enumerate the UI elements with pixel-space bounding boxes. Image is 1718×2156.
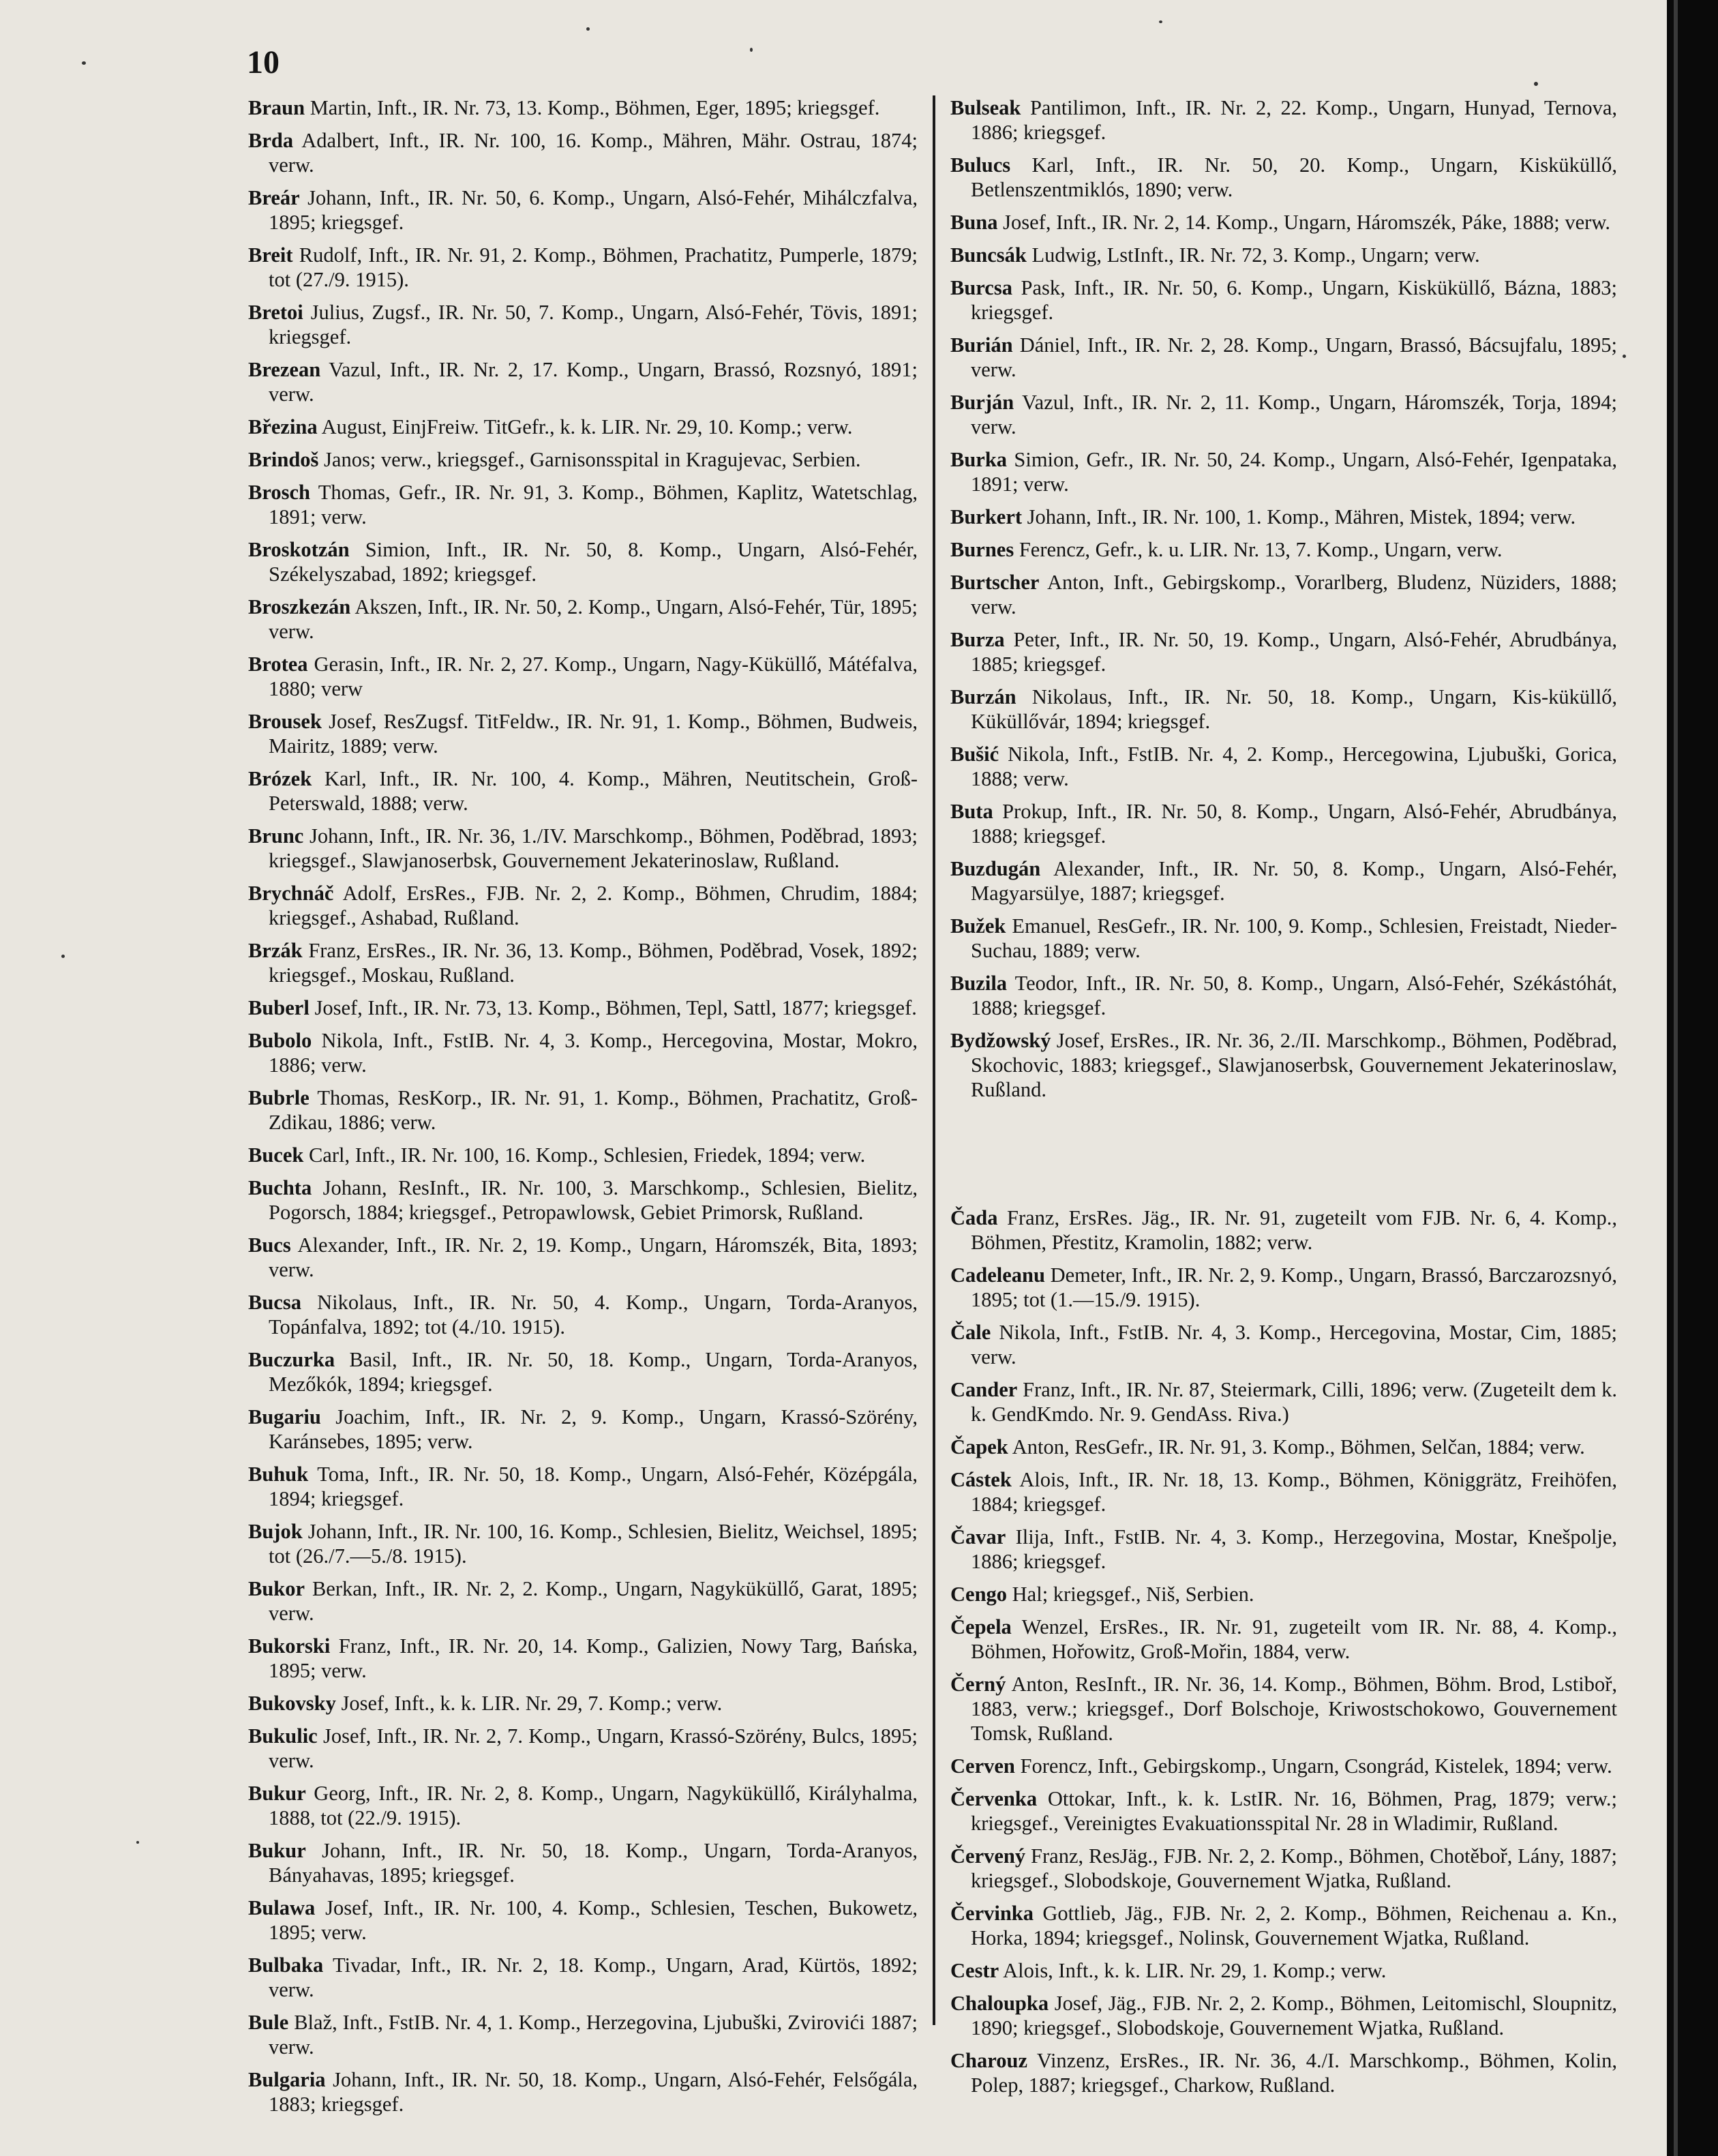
entry [248, 1691, 918, 1716]
entry-details: Simion, Gefr., IR. Nr. 50, 24. Komp., Ungarn, Alsó-Fehér, Igenpataka, 1891; verw. [971, 448, 1617, 496]
entry-details: Dániel, Inft., IR. Nr. 2, 28. Komp., Ungarn, Brassó, Bácsujfalu, 1895; verw. [971, 333, 1617, 381]
entry-surname: Broskotzán [248, 538, 350, 561]
entry-details: Karl, Inft., IR. Nr. 100, 4. Komp., Mähren, Neutitschein, Groß-Peterswald, 1888; verw. [269, 767, 918, 815]
entry-details: Nikola, Inft., FstIB. Nr. 4, 3. Komp., Hercegovina, Mostar, Mokro, 1886; verw. [269, 1029, 918, 1077]
entry-surname: Bulgaria [248, 2068, 326, 2091]
entry [950, 275, 1617, 325]
entry-details: Franz, ErsRes., IR. Nr. 36, 13. Komp., Böhmen, Poděbrad, Vosek, 1892; kriegsgef., Moskau, Rußland. [269, 939, 918, 987]
entry-details: Josef, ErsRes., IR. Nr. 36, 2./II. Marschkomp., Böhmen, Poděbrad, Skochovic, 1883; kriegsgef., Slawjanoserbsk, Gouvernement Jekaterinoslaw, Rußland. [971, 1029, 1617, 1101]
entry-surname: Brousek [248, 710, 322, 733]
entry-surname: Cerven [950, 1754, 1015, 1778]
entry-details: Johann, Inft., IR. Nr. 50, 18. Komp., Ungarn, Torda-Aranyos, Bányahavas, 1895; kriegsgef. [269, 1839, 918, 1887]
entry-surname: Cástek [950, 1468, 1012, 1491]
entry [950, 799, 1617, 848]
right-column [950, 95, 1617, 2106]
entry [950, 914, 1617, 963]
entry-details: Vinzenz, ErsRes., IR. Nr. 36, 4./I. Marschkomp., Böhmen, Kolin, Polep, 1887; kriegsgef., Charkow, Rußland. [971, 2049, 1618, 2097]
entry-surname: Červinka [950, 1902, 1034, 1925]
entry-surname: Cadeleanu [950, 1263, 1045, 1287]
entry [950, 1525, 1617, 1574]
entry-surname: Chaloupka [950, 1992, 1049, 2015]
entry-details: Franz, Inft., IR. Nr. 87, Steiermark, Cilli, 1896; verw. (Zugeteilt dem k. k. GendKmdo. Nr. 9. GendAss. Riva.) [971, 1378, 1618, 1426]
entry-details: Karl, Inft., IR. Nr. 50, 20. Komp., Ungarn, Kisküküllő, Betlenszentmiklós, 1890; verw. [971, 153, 1617, 201]
column-divider [933, 95, 935, 2025]
entry [248, 995, 918, 1020]
entry-surname: Bubrle [248, 1086, 310, 1109]
left-column [248, 95, 918, 2125]
entry-details: Johann, Inft., IR. Nr. 50, 6. Komp., Ungarn, Alsó-Fehér, Mihálczfalva, 1895; kriegsgef. [269, 186, 918, 234]
entry [950, 333, 1617, 382]
entry [950, 1320, 1617, 1369]
entry [950, 1263, 1617, 1312]
entry [950, 1754, 1617, 1778]
entry-surname: Buzdugán [950, 857, 1041, 880]
entry [248, 1347, 918, 1396]
section-gap [950, 1110, 1617, 1206]
entry [950, 1901, 1617, 1950]
entry-details: Josef, Inft., k. k. LIR. Nr. 29, 7. Komp.; verw. [341, 1692, 723, 1715]
entry [248, 1462, 918, 1511]
entry-surname: Bucek [248, 1143, 304, 1167]
entry-details: Vazul, Inft., IR. Nr. 2, 17. Komp., Ungarn, Brassó, Rozsnyó, 1891; verw. [269, 358, 918, 406]
entry-surname: Bulucs [950, 153, 1011, 177]
entry-details: Ludwig, LstInft., IR. Nr. 72, 3. Komp., Ungarn; verw. [1031, 243, 1480, 267]
entry-details: Toma, Inft., IR. Nr. 50, 18. Komp., Ungarn, Alsó-Fehér, Középgála, 1894; kriegsgef. [269, 1463, 918, 1510]
entry-surname: Brotea [248, 653, 308, 676]
entry-surname: Brezean [248, 358, 321, 381]
entry [950, 1435, 1617, 1459]
entry [248, 128, 918, 177]
entry-surname: Bužek [950, 914, 1006, 938]
entry-surname: Breár [248, 186, 300, 209]
entry-surname: Buhuk [248, 1463, 309, 1486]
scan-speck [61, 955, 65, 958]
entry-surname: Cestr [950, 1959, 999, 1982]
entry-surname: Čavar [950, 1525, 1006, 1548]
entry [248, 447, 918, 472]
entry-details: Alexander, Inft., IR. Nr. 50, 8. Komp., Ungarn, Alsó-Fehér, Magyarsülye, 1887; kriegsgef. [971, 857, 1617, 905]
entry-surname: Bukur [248, 1839, 306, 1862]
scan-speck [136, 1841, 139, 1844]
entry-surname: Buna [950, 211, 998, 234]
entry-surname: Brunc [248, 824, 304, 848]
entry [248, 95, 918, 120]
entry-details: Rudolf, Inft., IR. Nr. 91, 2. Komp., Böhmen, Prachatitz, Pumperle, 1879; tot (27./9. 1915). [269, 243, 918, 291]
entry [248, 357, 918, 406]
entry-surname: Cengo [950, 1583, 1008, 1606]
entry-details: Tivadar, Inft., IR. Nr. 2, 18. Komp., Ungarn, Arad, Kürtös, 1892; verw. [269, 1953, 918, 2001]
entry-surname: Buczurka [248, 1348, 335, 1371]
entry [248, 1781, 918, 1830]
entry-details: Johann, Inft., IR. Nr. 50, 18. Komp., Ungarn, Alsó-Fehér, Felsőgála, 1883; kriegsgef. [269, 2068, 918, 2116]
entry-surname: Bugariu [248, 1405, 321, 1428]
entry-surname: Buberl [248, 996, 310, 1019]
entry-details: Adolf, ErsRes., FJB. Nr. 2, 2. Komp., Böhmen, Chrudim, 1884; kriegsgef., Ashabad, Rußland. [269, 882, 918, 929]
entry-details: Gottlieb, Jäg., FJB. Nr. 2, 2. Komp., Böhmen, Reichenau a. Kn., Horka, 1894; kriegsgef., Nolinsk, Gouvernement Wjatka, Rußland. [971, 1902, 1617, 1949]
entry [950, 390, 1617, 439]
entry-surname: Bretoi [248, 301, 303, 324]
entry-details: Franz, ErsRes. Jäg., IR. Nr. 91, zugeteilt vom FJB. Nr. 6, 4. Komp., Böhmen, Přestitz, Kramolin, 1882; verw. [971, 1206, 1617, 1254]
scan-speck [750, 48, 753, 52]
entry-details: Johann, Inft., IR. Nr. 100, 16. Komp., Schlesien, Bielitz, Weichsel, 1895; tot (26./7.—5./8. 1915). [269, 1520, 918, 1568]
entry [950, 537, 1617, 562]
entry-surname: Buchta [248, 1176, 312, 1199]
entry [950, 1991, 1617, 2040]
entry [950, 1844, 1617, 1893]
entry-details: Janos; verw., kriegsgef., Garnisonsspital in Kragujevac, Serbien. [324, 448, 861, 471]
entry-surname: Burza [950, 628, 1005, 651]
entry-surname: Bulawa [248, 1896, 316, 1919]
entry [248, 1519, 918, 1568]
entry [950, 447, 1617, 496]
scan-speck [1159, 20, 1162, 23]
entry-details: Nikolaus, Inft., IR. Nr. 50, 18. Komp., Ungarn, Kis-küküllő, Küküllővár, 1894; kriegsgef. [971, 685, 1617, 733]
entry [248, 300, 918, 349]
entry-surname: Březina [248, 415, 318, 438]
entry-details: Prokup, Inft., IR. Nr. 50, 8. Komp., Ungarn, Alsó-Fehér, Abrudbánya, 1888; kriegsgef. [971, 800, 1617, 848]
entry-surname: Bulbaka [248, 1953, 324, 1977]
entry-surname: Bukulic [248, 1724, 318, 1748]
entry-details: Wenzel, ErsRes., IR. Nr. 91, zugeteilt vom IR. Nr. 88, 4. Komp., Böhmen, Hořowitz, Groß-Mořin, 1884, verw. [971, 1615, 1617, 1663]
entry-details: Nikola, Inft., FstIB. Nr. 4, 2. Komp., Hercegowina, Ljubuški, Gorica, 1888; verw. [971, 743, 1617, 790]
entry [950, 1615, 1617, 1664]
entry-details: Josef, Inft., IR. Nr. 100, 4. Komp., Schlesien, Teschen, Bukowetz, 1895; verw. [269, 1896, 918, 1944]
entry [248, 1233, 918, 1282]
page-number: 10 [247, 44, 280, 80]
entry-surname: Bušić [950, 743, 999, 766]
entry-details: Nikola, Inft., FstIB. Nr. 4, 3. Komp., Hercegovina, Mostar, Cim, 1885; verw. [971, 1321, 1617, 1368]
entry [248, 1838, 918, 1887]
entry-details: August, EinjFreiw. TitGefr., k. k. LIR. Nr. 29, 10. Komp.; verw. [321, 415, 853, 438]
entry [950, 570, 1617, 619]
entry-details: Vazul, Inft., IR. Nr. 2, 11. Komp., Ungarn, Háromszék, Torja, 1894; verw. [971, 391, 1617, 438]
entry-details: Ferencz, Gefr., k. u. LIR. Nr. 13, 7. Komp., Ungarn, verw. [1019, 538, 1503, 561]
entry-surname: Buncsák [950, 243, 1027, 267]
entry-surname: Burcsa [950, 276, 1012, 299]
entry-details: Anton, Inft., Gebirgskomp., Vorarlberg, Bludenz, Nüziders, 1888; verw. [971, 571, 1617, 618]
entry-details: Peter, Inft., IR. Nr. 50, 19. Komp., Ungarn, Alsó-Fehér, Abrudbánya, 1885; kriegsgef. [971, 628, 1617, 676]
entry-surname: Bucsa [248, 1291, 301, 1314]
entry-surname: Burnes [950, 538, 1014, 561]
entry-surname: Brda [248, 129, 294, 152]
entry-details: Hal; kriegsgef., Niš, Serbien. [1012, 1583, 1254, 1606]
entry [950, 627, 1617, 676]
entry-details: Carl, Inft., IR. Nr. 100, 16. Komp., Schlesien, Friedek, 1894; verw. [308, 1143, 866, 1167]
entry [950, 505, 1617, 529]
entry [950, 742, 1617, 791]
entry [950, 1672, 1617, 1746]
entry-details: Johann, Inft., IR. Nr. 100, 1. Komp., Mähren, Mistek, 1894; verw. [1027, 505, 1576, 528]
entry-details: Josef, ResZugsf. TitFeldw., IR. Nr. 91, 1. Komp., Böhmen, Budweis, Mairitz, 1889; verw. [269, 710, 918, 758]
entry-surname: Burián [950, 333, 1013, 357]
entry-details: Alois, Inft., k. k. LIR. Nr. 29, 1. Komp.; verw. [1003, 1959, 1387, 1982]
entry-surname: Bukorski [248, 1634, 331, 1658]
entry-details: Blaž, Inft., FstIB. Nr. 4, 1. Komp., Herzegovina, Ljubuški, Zvirovići 1887; verw. [269, 2011, 918, 2058]
entry-details: Josef, Inft., IR. Nr. 73, 13. Komp., Böhmen, Tepl, Sattl, 1877; kriegsgef. [314, 996, 917, 1019]
entry-details: Johann, ResInft., IR. Nr. 100, 3. Marschkomp., Schlesien, Bielitz, Pogorsch, 1884; kriegsgef., Petropawlowsk, Gebiet Primorsk, Rußland. [269, 1176, 918, 1224]
entry-details: Johann, Inft., IR. Nr. 36, 1./IV. Marschkomp., Böhmen, Poděbrad, 1893; kriegsgef., Slawjanoserbsk, Gouvernement Jekaterinoslaw, Rußland. [269, 824, 918, 872]
entry-details: Akszen, Inft., IR. Nr. 50, 2. Komp., Ungarn, Alsó-Fehér, Tür, 1895; verw. [269, 595, 918, 643]
entry-surname: Brzák [248, 939, 303, 962]
entry [248, 881, 918, 930]
entry [248, 1896, 918, 1945]
entry-surname: Bukur [248, 1782, 306, 1805]
entry-surname: Bukovsky [248, 1692, 336, 1715]
entry-details: Thomas, Gefr., IR. Nr. 91, 3. Komp., Böhmen, Kaplitz, Watetschlag, 1891; verw. [269, 481, 918, 528]
entry [950, 971, 1617, 1020]
entry-details: Alois, Inft., IR. Nr. 18, 13. Komp., Böhmen, Königgrätz, Freihöfen, 1884; kriegsgef. [971, 1468, 1617, 1516]
entry-details: Ottokar, Inft., k. k. LstIR. Nr. 16, Böhmen, Prag, 1879; verw.; kriegsgef., Vereinigtes Evakuationsspital Nr. 28 in Wladimir, Rußland. [971, 1787, 1617, 1835]
entry-surname: Černý [950, 1673, 1006, 1696]
entry [248, 243, 918, 292]
entry-details: Simion, Inft., IR. Nr. 50, 8. Komp., Ungarn, Alsó-Fehér, Székelyszabad, 1892; kriegsgef. [269, 538, 918, 586]
entry-details: Thomas, ResKorp., IR. Nr. 91, 1. Komp., Böhmen, Prachatitz, Groß-Zdikau, 1886; verw. [269, 1086, 918, 1134]
entry-details: Georg, Inft., IR. Nr. 2, 8. Komp., Ungarn, Nagyküküllő, Királyhalma, 1888, tot (22./9. 1915). [269, 1782, 918, 1829]
entry [950, 2048, 1617, 2097]
entry-surname: Cander [950, 1378, 1018, 1401]
entry [248, 2067, 918, 2116]
entry-details: Anton, ResGefr., IR. Nr. 91, 3. Komp., Böhmen, Selčan, 1884; verw. [1012, 1435, 1585, 1458]
entry-details: Anton, ResInft., IR. Nr. 36, 14. Komp., Böhmen, Böhm. Brod, Lstiboř, 1883, verw.; kriegsgef., Dorf Bolschoje, Kriwostschokowo, Gouvernement Tomsk, Rußland. [971, 1673, 1617, 1745]
entry [950, 685, 1617, 734]
entry-details: Gerasin, Inft., IR. Nr. 2, 27. Komp., Ungarn, Nagy-Küküllő, Mátéfalva, 1880; verw [269, 653, 918, 700]
entry-surname: Bucs [248, 1233, 291, 1257]
entry-details: Julius, Zugsf., IR. Nr. 50, 7. Komp., Ungarn, Alsó-Fehér, Tövis, 1891; kriegsgef. [269, 301, 918, 348]
entry [950, 210, 1617, 235]
entry [248, 1290, 918, 1339]
entry-details: Demeter, Inft., IR. Nr. 2, 9. Komp., Ungarn, Brassó, Barczarozsnyó, 1895; tot (1.—15./9. 1915). [971, 1263, 1617, 1311]
entry-surname: Červený [950, 1844, 1026, 1868]
entry [950, 1958, 1617, 1983]
entry [950, 95, 1617, 145]
entry [950, 1786, 1617, 1836]
entry [248, 2010, 918, 2059]
entry [248, 1953, 918, 2002]
entry [950, 1467, 1617, 1516]
entry [248, 415, 918, 439]
entry-surname: Burka [950, 448, 1008, 471]
entry-surname: Charouz [950, 2049, 1027, 2072]
entry [248, 1028, 918, 1077]
entry-details: Adalbert, Inft., IR. Nr. 100, 16. Komp., Mähren, Mähr. Ostrau, 1874; verw. [269, 129, 918, 177]
entry-surname: Červenka [950, 1787, 1038, 1810]
entry [950, 153, 1617, 202]
entry-surname: Bubolo [248, 1029, 312, 1052]
entry-details: Emanuel, ResGefr., IR. Nr. 100, 9. Komp., Schlesien, Freistadt, Nieder-Suchau, 1889; verw. [971, 914, 1618, 962]
entry-surname: Braun [248, 96, 305, 119]
scan-speck [82, 61, 86, 65]
entry [950, 243, 1617, 267]
scan-speck [1623, 355, 1626, 358]
entry [248, 1405, 918, 1454]
entry [950, 856, 1617, 905]
entry-surname: Broszkezán [248, 595, 351, 618]
entry-details: Franz, ResJäg., FJB. Nr. 2, 2. Komp., Böhmen, Chotěboř, Lány, 1887; kriegsgef., Slobodskoje, Gouvernement Wjatka, Rußland. [971, 1844, 1617, 1892]
entry-surname: Burtscher [950, 571, 1040, 594]
entry-details: Josef, Inft., IR. Nr. 2, 14. Komp., Ungarn, Háromszék, Páke, 1888; verw. [1003, 211, 1610, 234]
entry-surname: Bujok [248, 1520, 303, 1543]
entry [248, 1086, 918, 1135]
entry [950, 1028, 1617, 1102]
entry-surname: Brózek [248, 767, 312, 790]
entry [248, 480, 918, 529]
entry [950, 1582, 1617, 1606]
entry-surname: Breit [248, 243, 293, 267]
entry-details: Teodor, Inft., IR. Nr. 50, 8. Komp., Ungarn, Alsó-Fehér, Székástóhát, 1888; kriegsgef. [971, 972, 1617, 1019]
scan-border-edge [1674, 0, 1678, 2156]
entry-surname: Čada [950, 1206, 998, 1229]
entry [248, 595, 918, 644]
entry [248, 1143, 918, 1167]
entry [248, 709, 918, 758]
entry-surname: Bydžowský [950, 1029, 1051, 1052]
scan-speck [1534, 82, 1538, 86]
entry [950, 1206, 1617, 1255]
entry-details: Nikolaus, Inft., IR. Nr. 50, 4. Komp., Ungarn, Torda-Aranyos, Topánfalva, 1892; tot (4./10. 1915). [269, 1291, 918, 1338]
entry [248, 185, 918, 235]
entry-surname: Čale [950, 1321, 991, 1344]
entry-surname: Bule [248, 2011, 289, 2034]
entry [248, 652, 918, 701]
entry-surname: Brosch [248, 481, 310, 504]
entry-details: Martin, Inft., IR. Nr. 73, 13. Komp., Böhmen, Eger, 1895; kriegsgef. [310, 96, 880, 119]
scan-speck [586, 27, 590, 31]
entry-surname: Brychnáč [248, 882, 334, 905]
entry [248, 1176, 918, 1225]
entry-details: Berkan, Inft., IR. Nr. 2, 2. Komp., Ungarn, Nagyküküllő, Garat, 1895; verw. [269, 1577, 918, 1625]
scan-border [1667, 0, 1718, 2156]
entry-surname: Brindoš [248, 448, 319, 471]
entry-surname: Bukor [248, 1577, 305, 1600]
entry [248, 938, 918, 987]
entry-details: Franz, Inft., IR. Nr. 20, 14. Komp., Galizien, Nowy Targ, Bańska, 1895; verw. [269, 1634, 918, 1682]
entry [248, 1724, 918, 1773]
entry-surname: Bulseak [950, 96, 1021, 119]
entry-details: Ilija, Inft., FstIB. Nr. 4, 3. Komp., Herzegovina, Mostar, Knešpolje, 1886; kriegsgef. [971, 1525, 1617, 1573]
entry-surname: Buta [950, 800, 993, 823]
entry-surname: Buzila [950, 972, 1008, 995]
entry-details: Josef, Inft., IR. Nr. 2, 7. Komp., Ungarn, Krassó-Szörény, Bulcs, 1895; verw. [269, 1724, 918, 1772]
entry [248, 766, 918, 815]
entry-details: Pantilimon, Inft., IR. Nr. 2, 22. Komp., Ungarn, Hunyad, Ternova, 1886; kriegsgef. [971, 96, 1618, 144]
entry [248, 537, 918, 586]
entry [248, 1634, 918, 1683]
entry-details: Pask, Inft., IR. Nr. 50, 6. Komp., Ungarn, Kisküküllő, Bázna, 1883; kriegsgef. [971, 276, 1617, 324]
entry-surname: Čapek [950, 1435, 1008, 1458]
entry [248, 824, 918, 873]
entry-details: Alexander, Inft., IR. Nr. 2, 19. Komp., Ungarn, Háromszék, Bita, 1893; verw. [269, 1233, 918, 1281]
entry-details: Basil, Inft., IR. Nr. 50, 18. Komp., Ungarn, Torda-Aranyos, Mezőkók, 1894; kriegsgef. [269, 1348, 918, 1396]
entry-details: Josef, Jäg., FJB. Nr. 2, 2. Komp., Böhmen, Leitomischl, Sloupnitz, 1890; kriegsgef., Slobodskoje, Gouvernement Wjatka, Rußland. [971, 1992, 1617, 2039]
entry-surname: Burkert [950, 505, 1023, 528]
entry-details: Joachim, Inft., IR. Nr. 2, 9. Komp., Ungarn, Krassó-Szörény, Karánsebes, 1895; verw. [269, 1405, 918, 1453]
entry-surname: Burján [950, 391, 1014, 414]
entry-surname: Burzán [950, 685, 1016, 708]
entry-surname: Čepela [950, 1615, 1012, 1638]
entry-details: Forencz, Inft., Gebirgskomp., Ungarn, Csongrád, Kistelek, 1894; verw. [1020, 1754, 1612, 1778]
entry [248, 1576, 918, 1626]
entry [950, 1377, 1617, 1426]
